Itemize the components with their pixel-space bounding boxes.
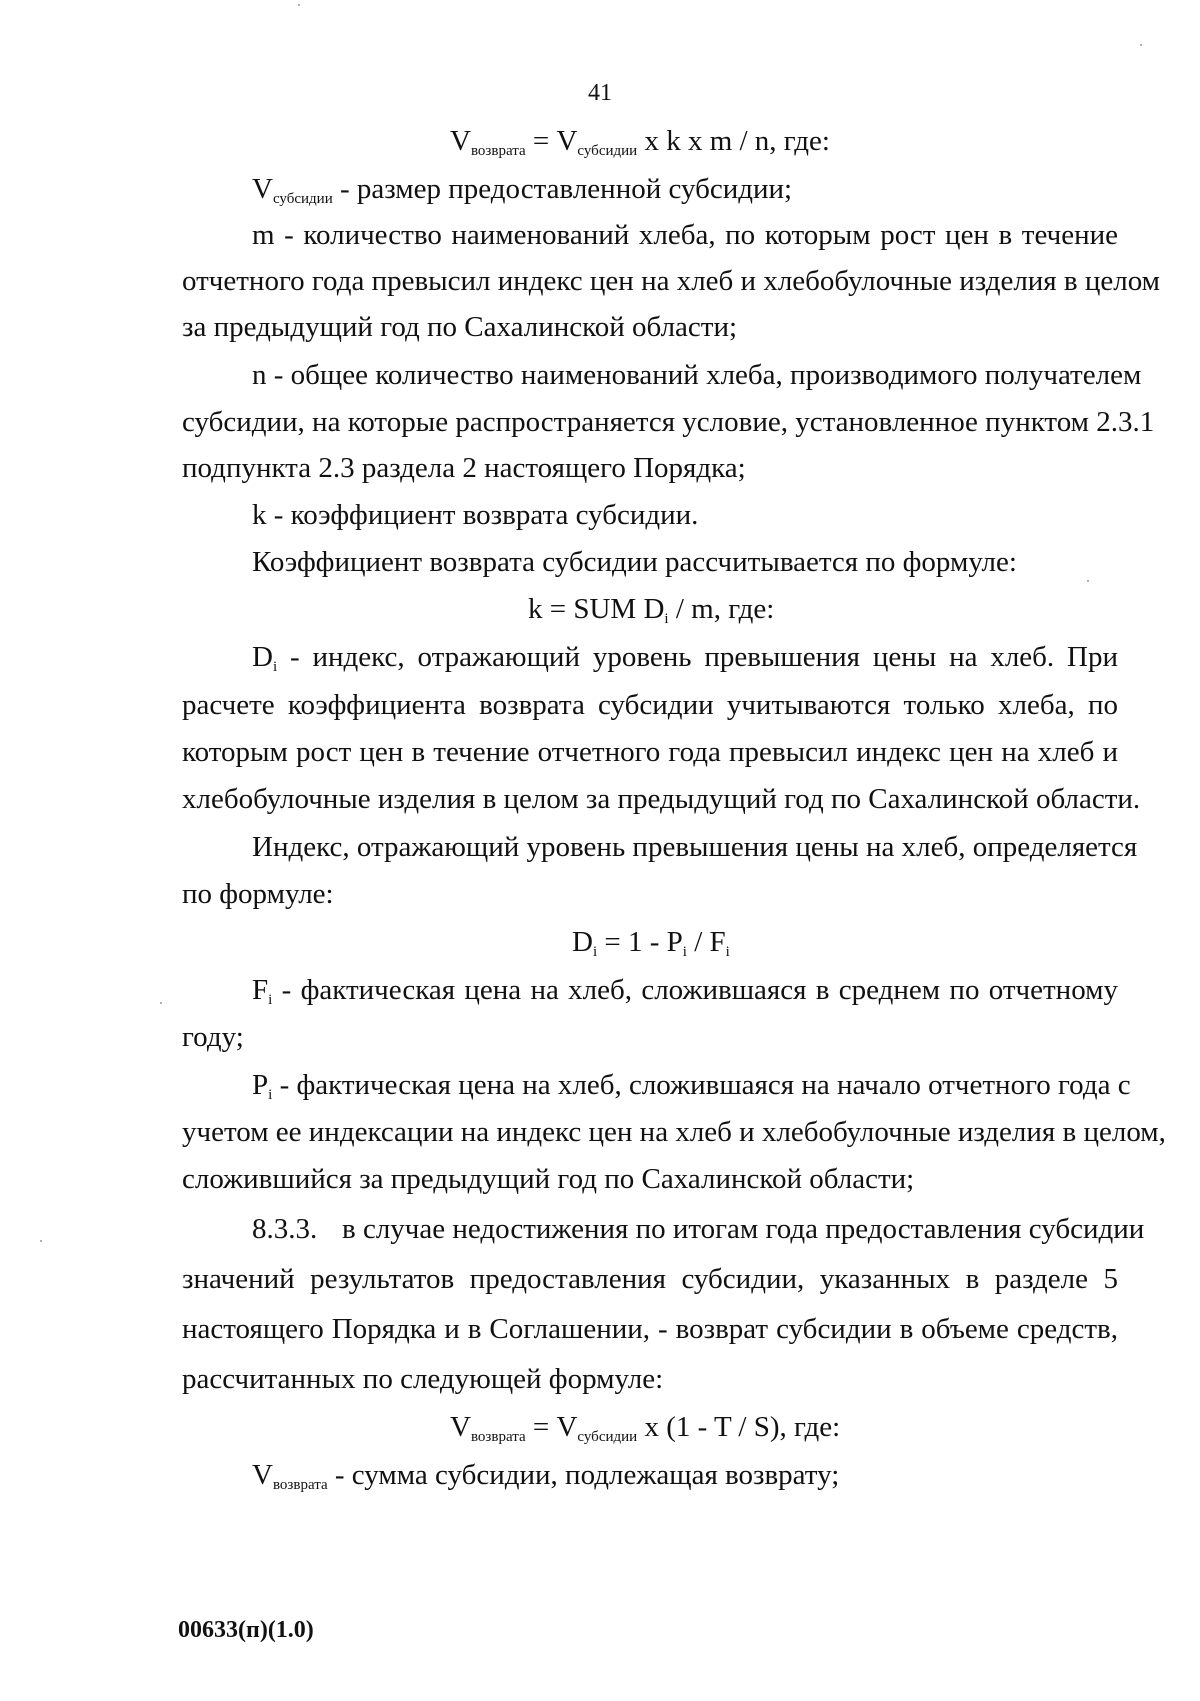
page-number: 41 bbox=[588, 80, 612, 106]
definition-m-line: за предыдущий год по Сахалинской области; bbox=[182, 311, 738, 343]
definition-text: - фактическая цена на хлеб, сложившаяся в среднем по отчетному bbox=[272, 974, 1118, 1006]
symbol: V bbox=[252, 1459, 273, 1491]
definition-n-line: n - общее количество наименований хлеба, производимого получателем bbox=[252, 359, 1142, 391]
index-intro-line: по формуле: bbox=[182, 878, 334, 910]
formula-d bbox=[572, 925, 730, 959]
formula-subscript: i bbox=[664, 611, 669, 627]
symbol-subscript: субсидии bbox=[272, 191, 333, 207]
formula-subscript: i bbox=[725, 944, 730, 960]
formula-text: D bbox=[572, 926, 593, 958]
symbol: V bbox=[252, 173, 273, 205]
formula-subscript: возврата bbox=[470, 1429, 526, 1445]
definition-v-subsidy bbox=[252, 172, 792, 206]
index-intro-line: Индекс, отражающий уровень превышения цены на хлеб, определяется bbox=[252, 831, 1138, 863]
scan-speck bbox=[40, 1240, 42, 1242]
symbol-subscript: i bbox=[268, 992, 273, 1008]
formula-text: = 1 - P bbox=[597, 926, 683, 958]
formula-text: x (1 - T / S), где: bbox=[637, 1411, 841, 1443]
formula-text: / F bbox=[686, 926, 726, 958]
formula-k bbox=[528, 592, 774, 626]
definition-p-line: учетом ее индексации на индекс цен на хлеб и хлебобулочные изделия в целом, bbox=[182, 1116, 1166, 1148]
formula-text: x k x m / n, где: bbox=[637, 125, 830, 157]
symbol: D bbox=[252, 641, 273, 673]
formula-subscript: i bbox=[682, 944, 687, 960]
definition-text: - сумма субсидии, подлежащая возврату; bbox=[327, 1459, 840, 1491]
definition-text: - индекс, отражающий уровень превышения цены на хлеб. При bbox=[277, 641, 1118, 673]
definition-d-line bbox=[252, 640, 1118, 674]
formula-subscript: субсидии bbox=[577, 1429, 638, 1445]
definition-p-line: сложившийся за предыдущий год по Сахалинской области; bbox=[182, 1163, 915, 1195]
k-formula-intro: Коэффициент возврата субсидии рассчитывается по формуле: bbox=[252, 546, 1017, 578]
document-code: 00633(п)(1.0) bbox=[178, 1617, 314, 1643]
clause-line: в случае недостижения по итогам года предоставления субсидии bbox=[342, 1213, 1145, 1245]
definition-v-return bbox=[252, 1458, 839, 1492]
definition-f-line: году; bbox=[182, 1021, 244, 1053]
formula-subscript: субсидии bbox=[577, 143, 638, 159]
clause-line: значений результатов предоставления субсидии, указанных в разделе 5 bbox=[182, 1263, 1118, 1295]
formula-text: = V bbox=[525, 1411, 578, 1443]
definition-k: k - коэффициент возврата субсидии. bbox=[252, 499, 699, 531]
formula-text: = V bbox=[525, 125, 578, 157]
symbol-subscript: i bbox=[268, 1087, 273, 1103]
definition-text: - размер предоставленной субсидии; bbox=[332, 173, 793, 205]
formula-refund-ratio bbox=[450, 124, 830, 158]
definition-d-line: хлебобулочные изделия в целом за предыдущий год по Сахалинской области. bbox=[182, 783, 1141, 815]
formula-text: k = SUM D bbox=[528, 593, 665, 625]
symbol: F bbox=[252, 974, 269, 1006]
formula-refund-target bbox=[450, 1410, 840, 1444]
scan-speck bbox=[1140, 44, 1142, 46]
definition-m-line: m - количество наименований хлеба, по которым рост цен в течение bbox=[252, 219, 1118, 251]
definition-m-line: отчетного года превысил индекс цен на хлеб и хлебобулочные изделия в целом bbox=[182, 265, 1160, 297]
definition-d-line: расчете коэффициента возврата субсидии учитываются только хлеба, по bbox=[182, 689, 1118, 721]
symbol-subscript: возврата bbox=[272, 1477, 328, 1493]
definition-d-line: которым рост цен в течение отчетного года превысил индекс цен на хлеб и bbox=[182, 736, 1118, 768]
formula-subscript: возврата bbox=[470, 143, 526, 159]
clause-line: рассчитанных по следующей формуле: bbox=[182, 1363, 664, 1395]
formula-text: V bbox=[450, 1411, 471, 1443]
formula-text: / m, где: bbox=[668, 593, 775, 625]
definition-p-line bbox=[252, 1068, 1131, 1103]
symbol-subscript: i bbox=[272, 659, 278, 675]
clause-number: 8.3.3. bbox=[252, 1213, 318, 1245]
symbol: P bbox=[252, 1069, 269, 1101]
scan-speck bbox=[298, 4, 300, 6]
definition-text: - фактическая цена на хлеб, сложившаяся на начало отчетного года с bbox=[272, 1069, 1131, 1101]
clause-line: настоящего Порядка и в Соглашении, - возврат субсидии в объеме средств, bbox=[182, 1313, 1118, 1345]
definition-n-line: подпункта 2.3 раздела 2 настоящего Порядка; bbox=[182, 452, 746, 484]
formula-subscript: i bbox=[592, 944, 598, 960]
definition-n-line: субсидии, на которые распространяется условие, установленное пунктом 2.3.1 bbox=[182, 406, 1155, 438]
definition-f-line bbox=[252, 973, 1118, 1007]
scan-speck bbox=[160, 1002, 162, 1004]
scan-speck bbox=[1087, 580, 1089, 582]
formula-text: V bbox=[450, 125, 471, 157]
